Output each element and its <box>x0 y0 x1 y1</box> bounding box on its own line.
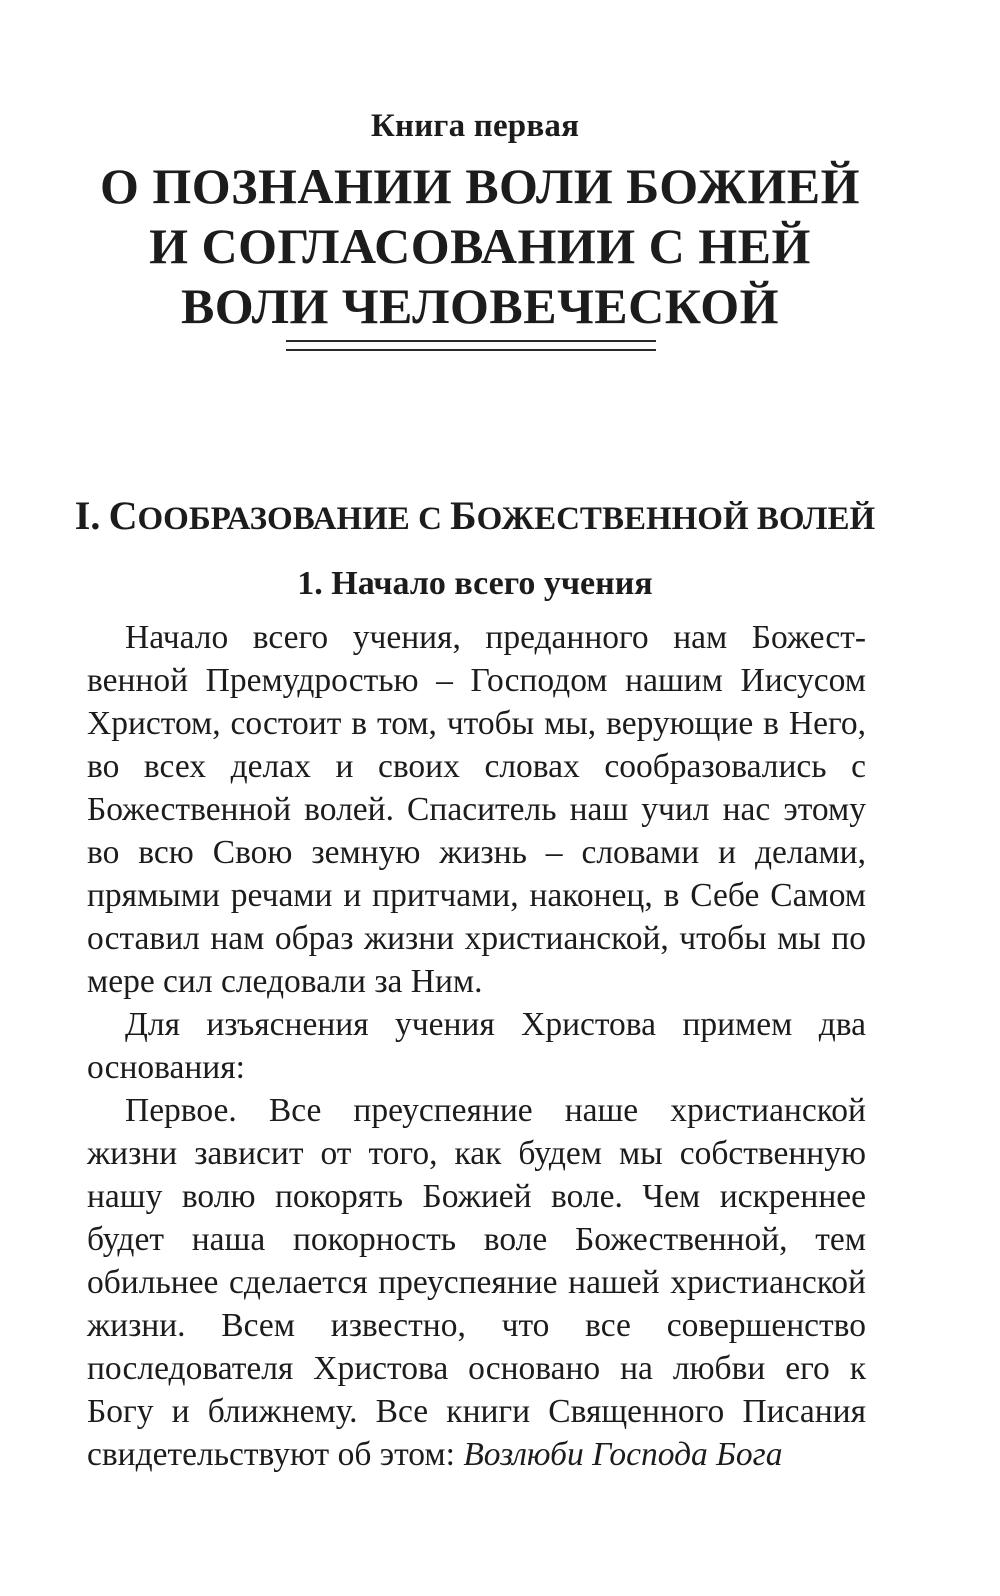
body-text <box>87 616 866 1476</box>
paragraph <box>87 1089 866 1476</box>
book-label: Книга первая <box>370 108 580 144</box>
book-title-line: О ПОЗНАНИИ ВОЛИ БОЖИЕЙ <box>99 158 861 214</box>
book-title <box>90 156 870 336</box>
scripture-quote: Возлюби Господа Бога <box>463 1436 783 1473</box>
book-title-line: И СОГЛАСОВАНИИ С НЕЙ <box>149 218 811 274</box>
section-heading-initial: Б <box>450 493 477 538</box>
book-title-line: ВОЛИ ЧЕЛОВЕЧЕСКОЙ <box>180 278 780 334</box>
section-heading-text: ООБРАЗОВАНИЕ С <box>137 501 451 537</box>
subsection-heading: 1. Начало всего учения <box>297 565 653 602</box>
paragraph: Для изъяснения учения Христова примем два основания: <box>87 1006 866 1086</box>
section-number: I. <box>74 493 101 538</box>
title-divider-bottom <box>286 349 656 351</box>
section-heading <box>0 492 950 539</box>
paragraph-text: Первое. Все преуспеяние наше христианской жизни зависит от того, как будем мы собственную нашу волю покорять Божией воле. Чем искреннее будет наша покорность воле Божественной, тем обильнее сделается преуспеяние нашей христианской жизни. Всем известно, что все совершенство последователя Христова основано на любви его к Богу и ближнему. Все книги Священного Писания свидетельствуют об этом: <box>87 1092 866 1473</box>
section-heading-text: ОЖЕСТВЕННОЙ ВОЛЕЙ <box>476 501 876 537</box>
paragraph: Начало всего учения, преданного нам Божественной Премудростью – Господом нашим Иисусом Христом, состоит в том, чтобы мы, верующие в Него, во всех делах и своих словах сообразовались с Божественной волей. Спаситель наш учил нас этому во всю Свою земную жизнь – словами и делами, прямыми речами и притчами, наконец, в Себе Самом оставил нам образ жизни христианской, чтобы мы по мере сил следовали за Ним. <box>87 619 866 1000</box>
title-divider-top <box>286 340 656 342</box>
section-heading-initial: С <box>108 493 138 538</box>
